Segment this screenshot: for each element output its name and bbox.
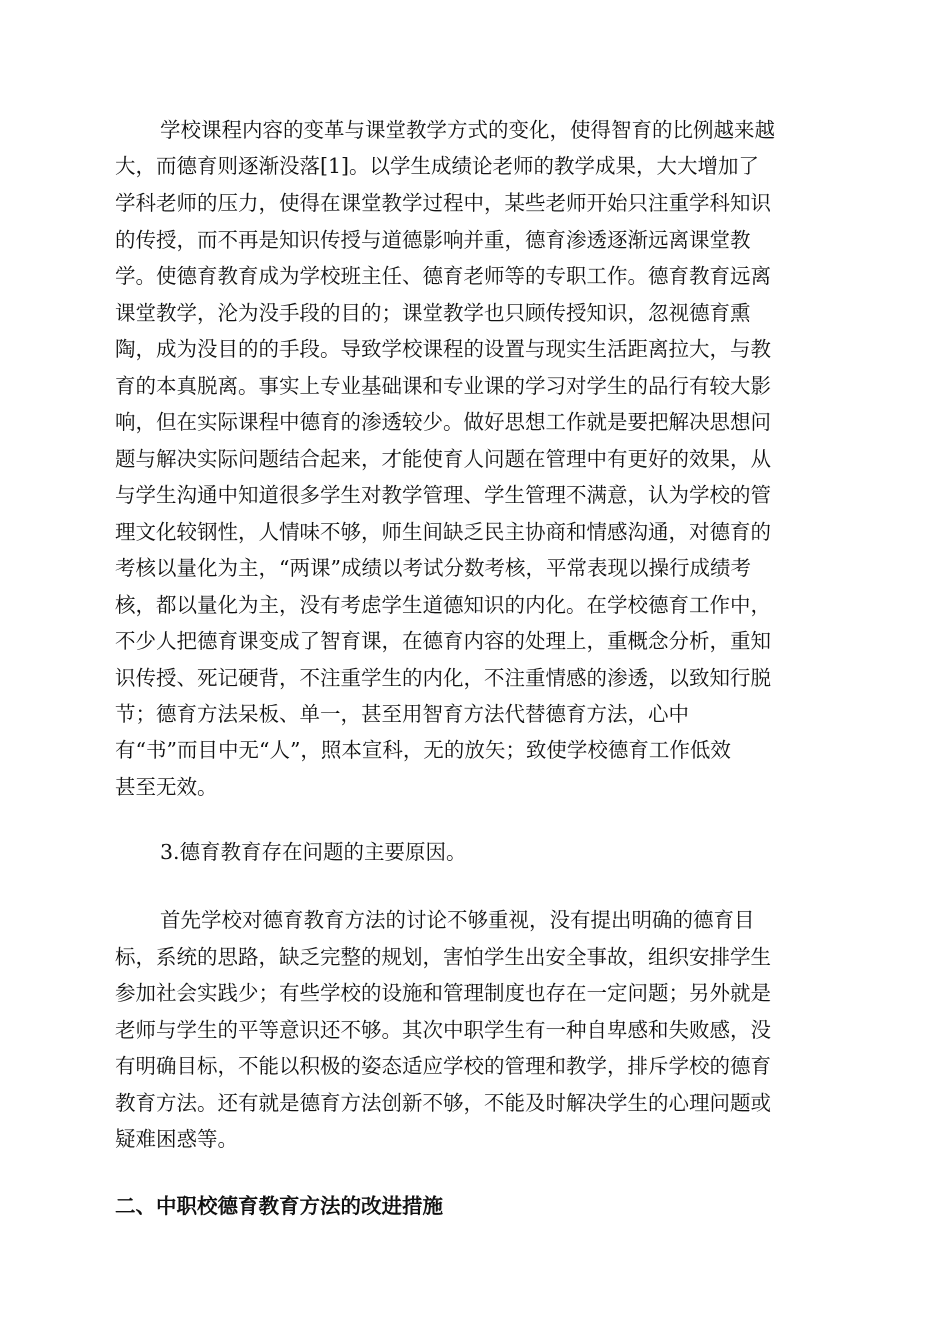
- paragraph1-line: 识传授、死记硬背，不注重学生的内化，不注重情感的渗透，以致知行脱: [115, 666, 771, 690]
- paragraph1-line: 课堂教学，沦为没手段的目的；课堂教学也只顾传授知识，忽视德育熏: [115, 301, 751, 325]
- subheading-reasons: 3.德育教育存在问题的主要原因。: [160, 840, 467, 864]
- paragraph1-line: 学科老师的压力，使得在课堂教学过程中，某些老师开始只注重学科知识: [115, 191, 771, 215]
- paragraph2-line: 疑难困惑等。: [115, 1127, 238, 1151]
- paragraph1-line: 的传授，而不再是知识传授与道德影响并重，德育渗透逐渐远离课堂教: [115, 228, 751, 252]
- paragraph1-line: 理文化较钢性，人情味不够，师生间缺乏民主协商和情感沟通，对德育的: [115, 520, 771, 544]
- paragraph1-line: 不少人把德育课变成了智育课，在德育内容的处理上，重概念分析，重知: [115, 629, 771, 653]
- paragraph1-line: 考核以量化为主，“两课”成绩以考试分数考核，平常表现以操行成绩考: [115, 556, 751, 580]
- paragraph1-line: 甚至无效。: [115, 775, 218, 799]
- paragraph2-line: 首先学校对德育教育方法的讨论不够重视，没有提出明确的德育目: [160, 908, 755, 932]
- paragraph1-line: 学。使德育教育成为学校班主任、德育老师等的专职工作。德育教育远离: [115, 264, 771, 288]
- paragraph1-line: 题与解决实际问题结合起来，才能使育人问题在管理中有更好的效果，从: [115, 447, 771, 471]
- section-heading: 二、中职校德育教育方法的改进措施: [115, 1194, 443, 1218]
- paragraph1-line: 节；德育方法呆板、单一，甚至用智育方法代替德育方法，心中: [115, 702, 689, 726]
- paragraph2-line: 标，系统的思路，缺乏完整的规划，害怕学生出安全事故，组织安排学生: [115, 945, 771, 969]
- paragraph1-line: 响，但在实际课程中德育的渗透较少。做好思想工作就是要把解决思想问: [115, 410, 771, 434]
- paragraph1-line: 陶，成为没目的的手段。导致学校课程的设置与现实生活距离拉大，与教: [115, 337, 771, 361]
- paragraph2-line: 参加社会实践少；有些学校的设施和管理制度也存在一定问题；另外就是: [115, 981, 771, 1005]
- paragraph1-line: 有“书”而目中无“人”，照本宣科，无的放矢；致使学校德育工作低效: [115, 738, 731, 762]
- paragraph1-line: 育的本真脱离。事实上专业基础课和专业课的学习对学生的品行有较大影: [115, 374, 771, 398]
- paragraph1-line: 核，都以量化为主，没有考虑学生道德知识的内化。在学校德育工作中，: [115, 593, 771, 617]
- paragraph1-line: 与学生沟通中知道很多学生对教学管理、学生管理不满意，认为学校的管: [115, 483, 771, 507]
- paragraph2-line: 教育方法。还有就是德育方法创新不够，不能及时解决学生的心理问题或: [115, 1091, 771, 1115]
- paragraph1-line: 大，而德育则逐渐没落[1]。以学生成绩论老师的教学成果，大大增加了: [115, 154, 760, 178]
- paragraph1-line: 学校课程内容的变革与课堂教学方式的变化，使得智育的比例越来越: [160, 118, 775, 142]
- paragraph2-line: 有明确目标，不能以积极的姿态适应学校的管理和教学，排斥学校的德育: [115, 1054, 771, 1078]
- paragraph2-line: 老师与学生的平等意识还不够。其次中职学生有一种自卑感和失败感，没: [115, 1018, 771, 1042]
